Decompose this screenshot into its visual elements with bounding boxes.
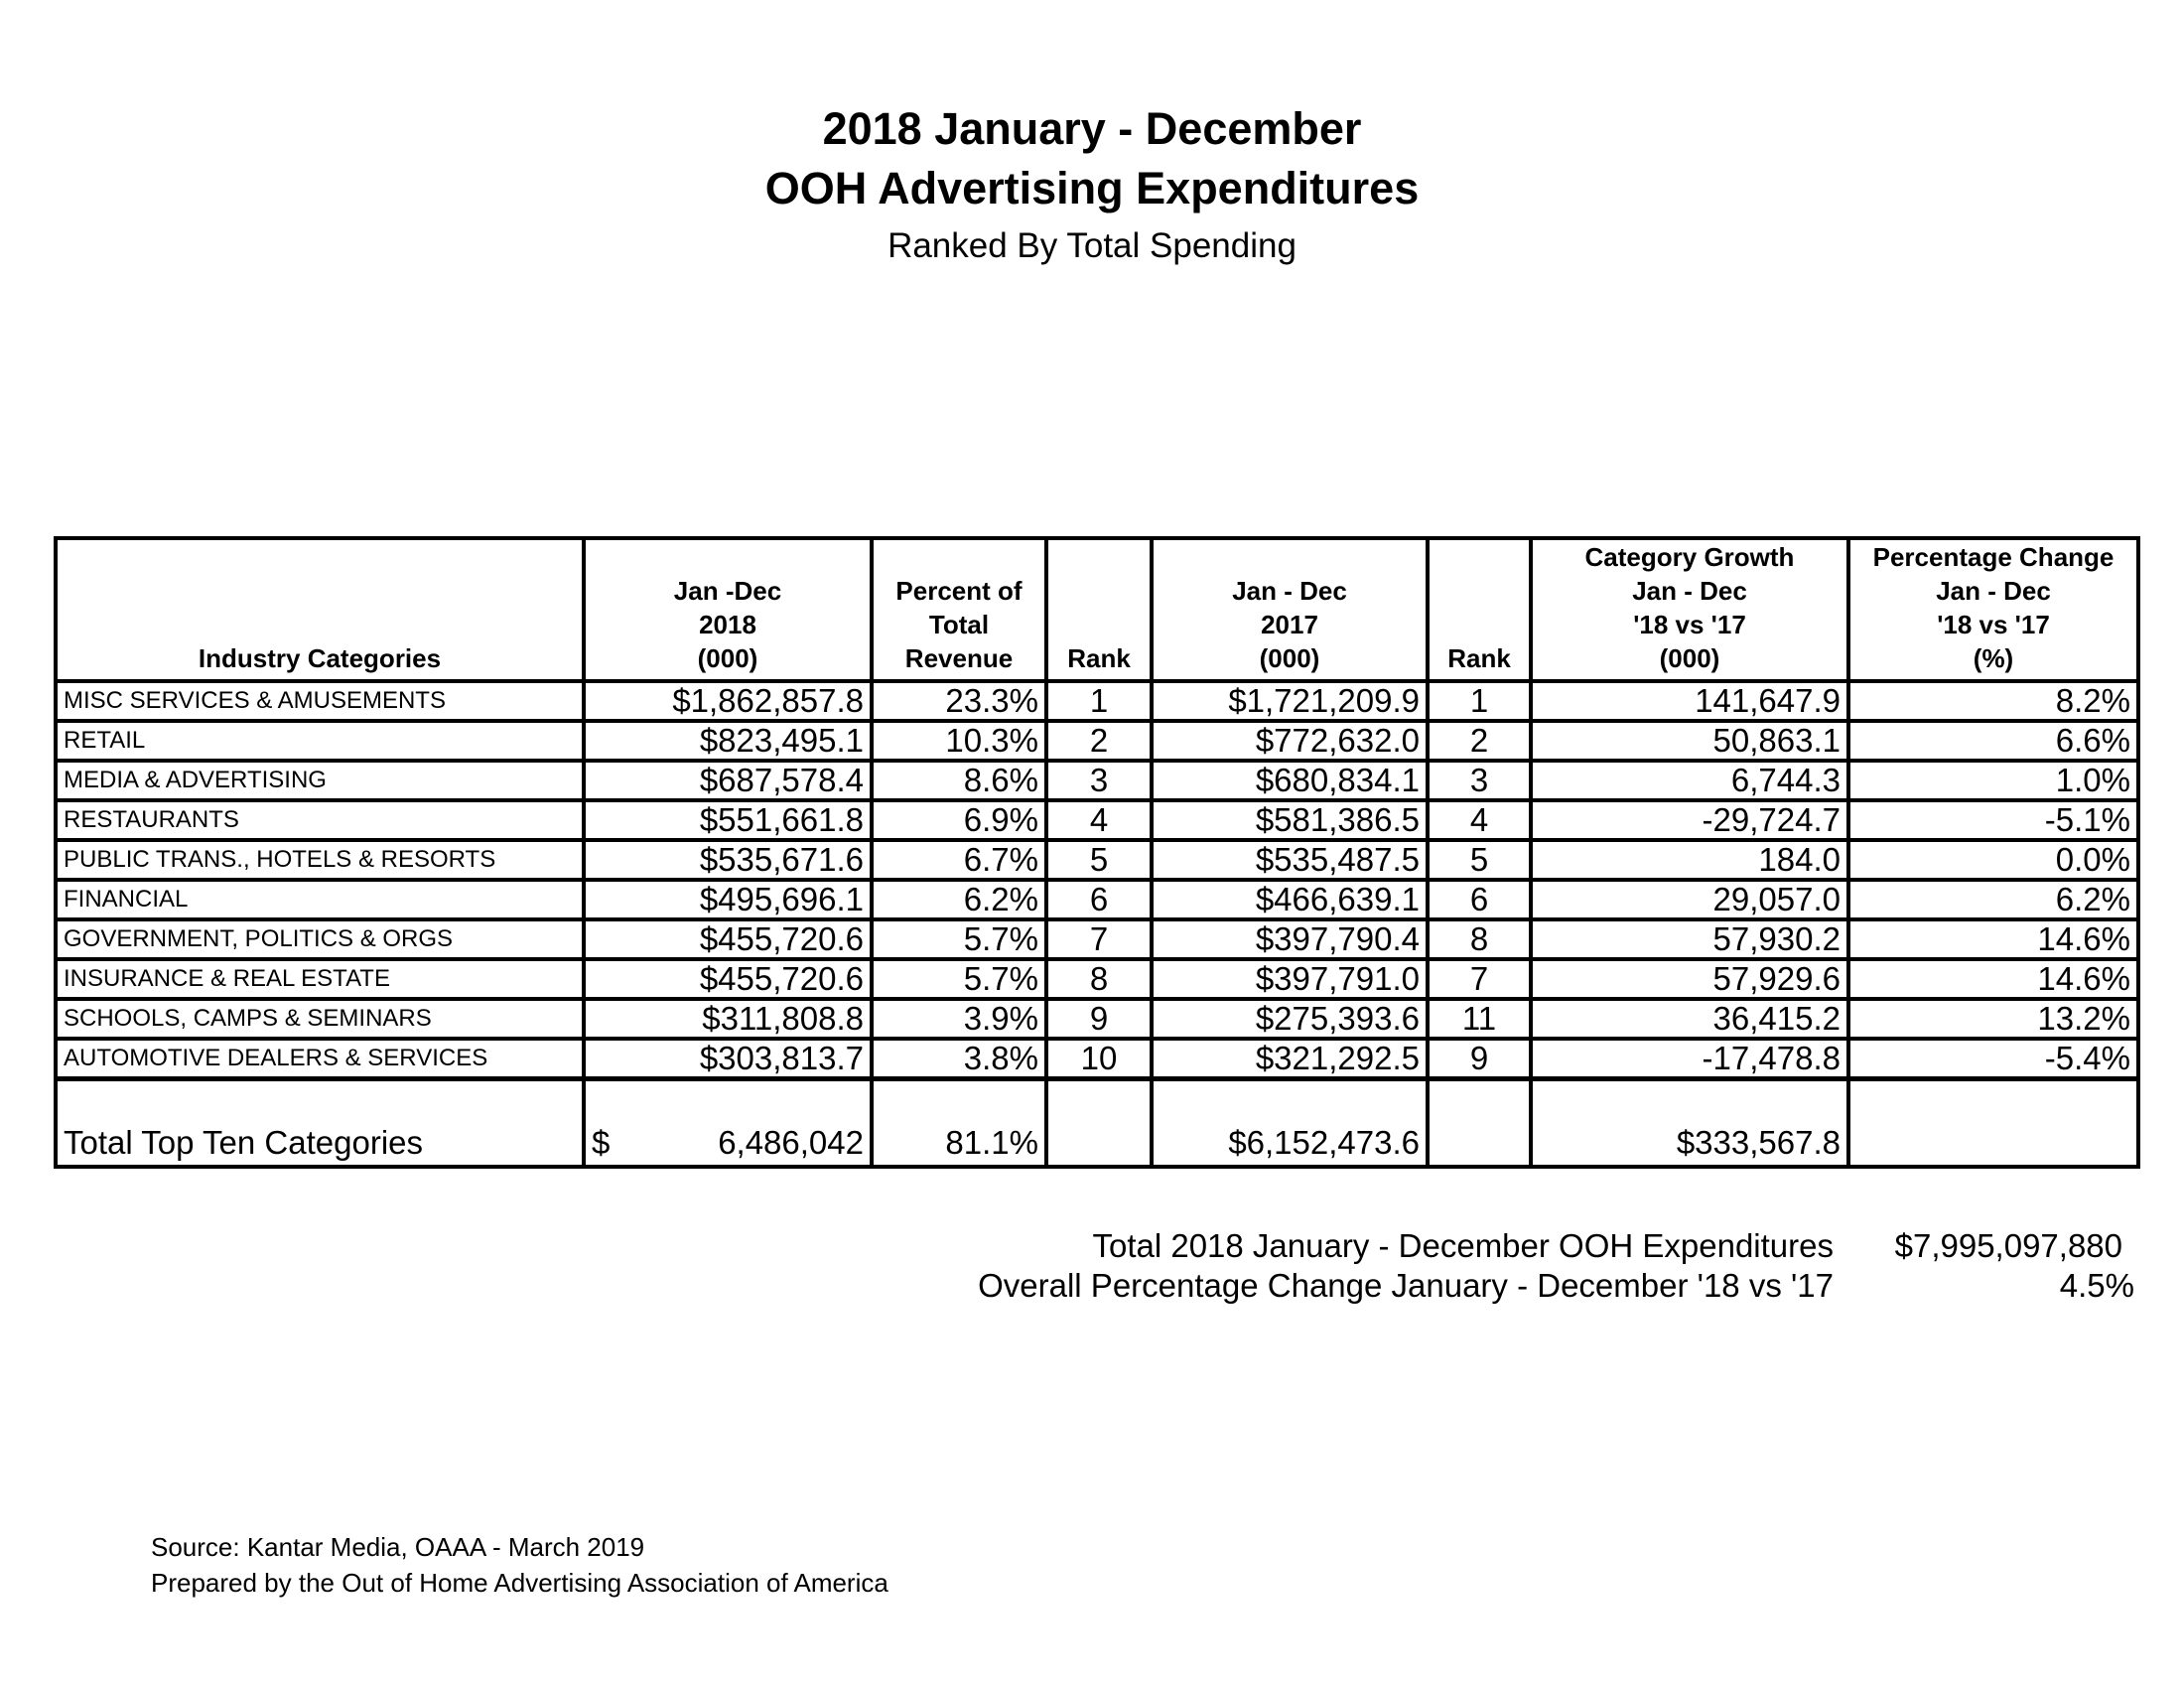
table-row	[56, 1039, 2138, 1079]
header-2017: Jan - Dec 2017 (000)	[1152, 538, 1428, 681]
spend-2017-cell: $321,292.5	[1152, 1039, 1428, 1079]
spend-2017-cell: $581,386.5	[1152, 800, 1428, 840]
header-2018: Jan -Dec 2018 (000)	[584, 538, 872, 681]
growth-cell: 57,930.2	[1531, 919, 1848, 959]
page-title: 2018 January - December	[822, 103, 1362, 154]
spend-2018-cell: $455,720.6	[584, 919, 872, 959]
total-expenditures-value: $7,995,097,880	[1894, 1227, 2122, 1264]
title-block	[0, 99, 2184, 272]
percent-cell: 5.7%	[872, 959, 1046, 999]
percent-cell: 3.9%	[872, 999, 1046, 1039]
prepared-by-note: Prepared by the Out of Home Advertising Association of America	[151, 1568, 888, 1598]
percent-cell: 6.9%	[872, 800, 1046, 840]
spend-2018-cell: $535,671.6	[584, 840, 872, 880]
category-cell: RESTAURANTS	[56, 800, 584, 840]
category-cell: INSURANCE & REAL ESTATE	[56, 959, 584, 999]
growth-cell: 36,415.2	[1531, 999, 1848, 1039]
rank-2017-cell: 7	[1428, 959, 1531, 999]
percent-cell: 6.2%	[872, 880, 1046, 919]
category-cell: MISC SERVICES & AMUSEMENTS	[56, 681, 584, 721]
change-cell: 13.2%	[1848, 999, 2138, 1039]
header-industry: Industry Categories	[56, 538, 584, 681]
rank-2017-cell: 5	[1428, 840, 1531, 880]
percent-cell: 10.3%	[872, 721, 1046, 761]
total-percent-cell: 81.1%	[872, 1079, 1046, 1168]
table-row	[56, 761, 2138, 800]
total-2017-cell: $6,152,473.6	[1152, 1079, 1428, 1168]
spend-2017-cell: $772,632.0	[1152, 721, 1428, 761]
change-cell: 14.6%	[1848, 919, 2138, 959]
change-cell: 0.0%	[1848, 840, 2138, 880]
header-rank-2018: Rank	[1046, 538, 1152, 681]
rank-2018-cell: 8	[1046, 959, 1152, 999]
total-expenditures-row	[0, 1226, 2184, 1266]
category-cell: AUTOMOTIVE DEALERS & SERVICES	[56, 1039, 584, 1079]
table-row	[56, 919, 2138, 959]
growth-cell: 141,647.9	[1531, 681, 1848, 721]
rank-2018-cell: 4	[1046, 800, 1152, 840]
spend-2017-cell: $535,487.5	[1152, 840, 1428, 880]
table-row	[56, 840, 2138, 880]
page-title-line2: OOH Advertising Expenditures	[764, 163, 1420, 213]
spend-2018-cell: $1,862,857.8	[584, 681, 872, 721]
total-growth-cell: $333,567.8	[1531, 1079, 1848, 1168]
table-row	[56, 681, 2138, 721]
spend-2018-cell: $823,495.1	[584, 721, 872, 761]
category-cell: GOVERNMENT, POLITICS & ORGS	[56, 919, 584, 959]
expenditures-table	[54, 536, 2140, 1169]
table-row	[56, 959, 2138, 999]
header-rank-2017: Rank	[1428, 538, 1531, 681]
total-change-cell	[1848, 1079, 2138, 1168]
percent-cell: 6.7%	[872, 840, 1046, 880]
rank-2017-cell: 8	[1428, 919, 1531, 959]
growth-cell: 6,744.3	[1531, 761, 1848, 800]
percent-cell: 8.6%	[872, 761, 1046, 800]
category-cell: MEDIA & ADVERTISING	[56, 761, 584, 800]
overall-change-value: 4.5%	[2059, 1267, 2134, 1304]
change-cell: -5.4%	[1848, 1039, 2138, 1079]
total-row	[56, 1079, 2138, 1168]
table-row	[56, 721, 2138, 761]
rank-2018-cell: 10	[1046, 1039, 1152, 1079]
rank-2018-cell: 2	[1046, 721, 1152, 761]
change-cell: 14.6%	[1848, 959, 2138, 999]
page-subtitle: Ranked By Total Spending	[887, 226, 1297, 265]
rank-2018-cell: 7	[1046, 919, 1152, 959]
percent-cell: 3.8%	[872, 1039, 1046, 1079]
change-cell: 6.6%	[1848, 721, 2138, 761]
rank-2017-cell: 1	[1428, 681, 1531, 721]
source-note: Source: Kantar Media, OAAA - March 2019	[151, 1532, 645, 1562]
spend-2018-cell: $495,696.1	[584, 880, 872, 919]
category-cell: PUBLIC TRANS., HOTELS & RESORTS	[56, 840, 584, 880]
rank-2017-cell: 2	[1428, 721, 1531, 761]
growth-cell: 184.0	[1531, 840, 1848, 880]
rank-2018-cell: 3	[1046, 761, 1152, 800]
change-cell: -5.1%	[1848, 800, 2138, 840]
total-label: Total Top Ten Categories	[56, 1079, 584, 1168]
total-rank-2017-cell	[1428, 1079, 1531, 1168]
category-cell: RETAIL	[56, 721, 584, 761]
header-percent-total: Percent of Total Revenue	[872, 538, 1046, 681]
table-row	[56, 800, 2138, 840]
change-cell: 1.0%	[1848, 761, 2138, 800]
table-row	[56, 880, 2138, 919]
spend-2017-cell: $397,790.4	[1152, 919, 1428, 959]
total-2018-value: 6,486,042	[718, 1124, 864, 1161]
growth-cell: -17,478.8	[1531, 1039, 1848, 1079]
rank-2018-cell: 6	[1046, 880, 1152, 919]
category-cell: SCHOOLS, CAMPS & SEMINARS	[56, 999, 584, 1039]
spend-2017-cell: $397,791.0	[1152, 959, 1428, 999]
growth-cell: 57,929.6	[1531, 959, 1848, 999]
spend-2017-cell: $466,639.1	[1152, 880, 1428, 919]
growth-cell: -29,724.7	[1531, 800, 1848, 840]
growth-cell: 29,057.0	[1531, 880, 1848, 919]
rank-2017-cell: 9	[1428, 1039, 1531, 1079]
spend-2018-cell: $303,813.7	[584, 1039, 872, 1079]
spend-2017-cell: $275,393.6	[1152, 999, 1428, 1039]
rank-2018-cell: 9	[1046, 999, 1152, 1039]
header-category-growth: Category Growth Jan - Dec '18 vs '17 (000)	[1531, 538, 1848, 681]
category-cell: FINANCIAL	[56, 880, 584, 919]
spend-2018-cell: $687,578.4	[584, 761, 872, 800]
change-cell: 6.2%	[1848, 880, 2138, 919]
spend-2018-cell: $551,661.8	[584, 800, 872, 840]
growth-cell: 50,863.1	[1531, 721, 1848, 761]
overall-change-row	[0, 1266, 2184, 1306]
spend-2018-cell: $311,808.8	[584, 999, 872, 1039]
rank-2017-cell: 11	[1428, 999, 1531, 1039]
percent-cell: 23.3%	[872, 681, 1046, 721]
change-cell: 8.2%	[1848, 681, 2138, 721]
total-expenditures-label: Total 2018 January - December OOH Expenditures	[1092, 1227, 1834, 1264]
spend-2017-cell: $1,721,209.9	[1152, 681, 1428, 721]
footer	[151, 1529, 888, 1601]
header-row	[56, 538, 2138, 681]
spend-2018-cell: $455,720.6	[584, 959, 872, 999]
spend-2017-cell: $680,834.1	[1152, 761, 1428, 800]
total-2018-cell	[584, 1079, 872, 1168]
rank-2017-cell: 6	[1428, 880, 1531, 919]
header-percentage-change: Percentage Change Jan - Dec '18 vs '17 (%)	[1848, 538, 2138, 681]
rank-2018-cell: 5	[1046, 840, 1152, 880]
rank-2017-cell: 3	[1428, 761, 1531, 800]
dollar-sign: $	[592, 1124, 611, 1161]
total-rank-2018-cell	[1046, 1079, 1152, 1168]
overall-change-label: Overall Percentage Change January - December '18 vs '17	[978, 1267, 1834, 1304]
rank-2017-cell: 4	[1428, 800, 1531, 840]
rank-2018-cell: 1	[1046, 681, 1152, 721]
percent-cell: 5.7%	[872, 919, 1046, 959]
table-row	[56, 999, 2138, 1039]
